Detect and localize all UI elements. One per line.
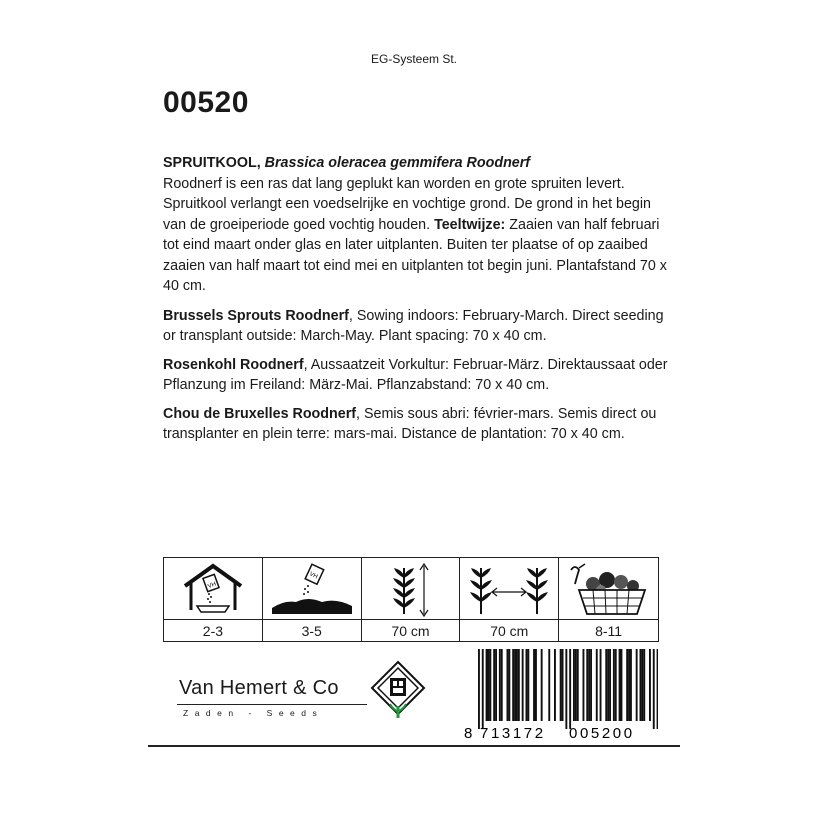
harvest-value: 8-11 [595,623,623,639]
barcode-bar [554,649,556,721]
row-spacing-icon [362,558,460,620]
brand-name: Van Hemert & Co [179,677,339,699]
barcode-bar [583,649,585,721]
barcode-bar [575,649,577,721]
barcode-bar [586,649,588,721]
french-text: , Semis sous abri: février-mars. Semis direct ou transplanter en plein terre: mars-mai. Distance de plantation: 70 x 40 cm. [163,405,657,442]
barcode-bar [522,649,524,721]
barcode-right-digits: 005200 [569,725,635,741]
icon-cell-harvest [559,558,658,642]
barcode-bar [590,649,592,721]
row-spacing-value: 70 cm [391,623,430,639]
barcode-bar [607,649,609,721]
barcode-bar [526,649,528,721]
greenhouse-sowing-icon [164,558,262,620]
barcode-bar [527,649,529,721]
barcode-bar [613,649,615,721]
barcode-bar [493,649,495,721]
barcode-bar [562,649,564,721]
cultivation-icons-table [163,557,659,642]
barcode-left-digits: 713172 [480,725,546,741]
outdoor-sowing-value: 3-5 [301,623,322,639]
barcode-bar [615,649,617,721]
barcode-bar [565,649,567,729]
svg-text:VH: VH [207,581,218,590]
teeltwijze-label: Teeltwijze: [434,216,506,233]
english-text: , Sowing indoors: February-March. Direct seeding or transplant outside: March-May. Plant spacing: 70 x 40 cm. [163,307,664,344]
dutch-body-2: Zaaien van half februari tot eind maart onder glas en later uitplanten. Buiten ter plaatse of op zaaibed zaaien van half maart tot eind mei en uitplanten tot begin juni. Plantafstand 70 x 40 cm. [163,216,667,294]
barcode-bar [516,649,518,721]
barcode-bar [643,649,645,721]
barcode-bar [482,649,484,729]
english-name: Brussels Sprouts Roodnerf [163,307,349,324]
french-description [163,404,673,445]
brand-tagline: Zaden - Seeds [183,708,324,719]
barcode-bar [533,649,535,721]
plant-spacing-value: 70 cm [490,623,529,639]
german-description [163,355,673,396]
brand-rule [177,704,367,705]
barcode-bar [605,649,607,721]
barcode-bar [514,649,516,721]
barcode-bar [657,649,658,729]
barcode-bar [541,649,543,721]
barcode-bar [518,649,520,721]
barcode-bar [628,649,630,721]
barcode-bar [478,649,480,729]
icon-cell-greenhouse [164,558,263,642]
barcode-bar [569,649,571,729]
barcode-bar [507,649,509,721]
plant-spacing-icon [460,558,558,620]
barcode-bar [489,649,491,721]
barcode-bar [495,649,497,721]
greenhouse-sowing-value: 2-3 [202,623,224,639]
barcode-bar [499,649,501,721]
barcode-bar [640,649,642,721]
barcode-bar [626,649,628,721]
barcode [462,647,658,741]
barcode-bar [486,649,488,721]
barcode-bar [577,649,579,721]
german-name: Rosenkohl Roodnerf [163,356,304,373]
product-code: 00520 [163,86,249,119]
barcode-bar [501,649,503,721]
icon-cell-row-spacing [362,558,461,642]
barcode-bar [649,649,651,721]
barcode-bar [609,649,611,721]
barcode-bar [548,649,550,721]
dutch-body-1: Roodnerf is een ras dat lang geplukt kan worden en grote spruiten levert. Spruitkool verlangt een voedselrijke en vochtige grond. De grond in het begin van de groeiperiode goed vochtig houden. [163,175,651,233]
barcode-bar [600,649,602,721]
barcode-bar [588,649,590,721]
brand-logo [163,677,373,718]
barcode-bar [535,649,537,721]
bottom-divider [148,745,680,747]
barcode-bar [636,649,638,721]
description-block [163,153,673,453]
english-description [163,306,673,347]
barcode-bar [641,649,643,721]
barcode-bar [512,649,514,721]
barcode-bar [653,649,655,729]
outdoor-sowing-icon [263,558,361,620]
barcode-bar [508,649,510,721]
emblem-icon [370,660,426,720]
dutch-description [163,153,673,297]
barcode-bar [573,649,575,721]
icon-cell-outdoor [263,558,362,642]
svg-text:VH: VH [307,570,319,580]
barcode-bar [619,649,621,721]
barcode-bar [488,649,490,721]
barcode-bar [596,649,598,721]
icon-cell-plant-spacing [460,558,559,642]
barcode-first-digit: 8 [464,725,473,741]
dutch-title-name: SPRUITKOOL, [163,155,265,171]
barcode-bar [630,649,632,721]
barcode-bar [621,649,623,721]
german-text: , Aussaatzeit Vorkultur: Februar-März. Direktaussaat oder Pflanzung im Freiland: März-Mai. Pflanzabstand: 70 x 40 cm. [163,356,668,393]
french-name: Chou de Bruxelles Roodnerf [163,405,357,422]
harvest-basket-icon [559,558,658,620]
system-label: EG-Systeem St. [370,52,458,66]
barcode-bar [560,649,562,721]
dutch-title-latin: Brassica oleracea gemmifera Roodnerf [264,155,531,171]
